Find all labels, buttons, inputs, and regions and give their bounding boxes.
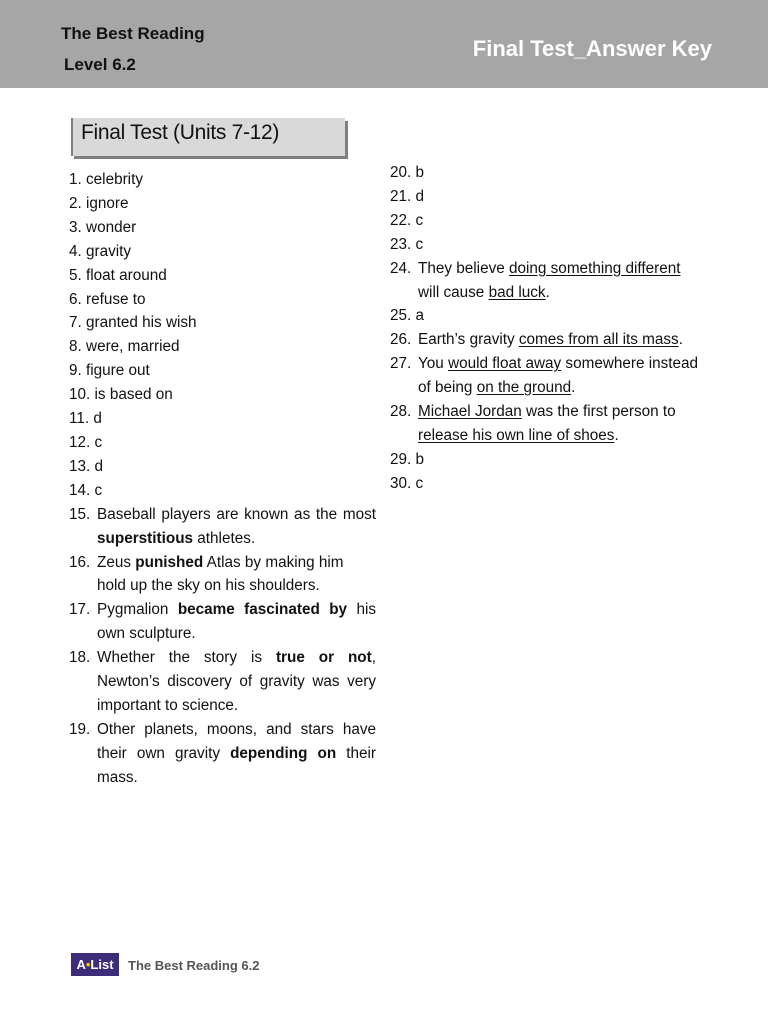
answers-left-column	[69, 168, 376, 790]
answer-number: 2.	[69, 194, 82, 212]
answer-text: d	[415, 187, 425, 205]
answer-item	[69, 288, 376, 312]
answer-text: their mass.	[97, 744, 376, 786]
answer-text: were, married	[86, 338, 180, 356]
answer-item	[69, 335, 376, 359]
answer-text: was the first person to	[521, 403, 676, 421]
answer-item-28	[390, 400, 702, 448]
answer-item	[69, 192, 376, 216]
answer-number: 9.	[69, 362, 82, 380]
section-heading-box	[71, 118, 345, 156]
page-header	[0, 0, 768, 88]
answer-number: 1.	[69, 171, 82, 188]
answer-number: 22.	[390, 211, 412, 229]
answer-item	[69, 455, 376, 479]
answer-bold: depending on	[230, 744, 337, 762]
logo-dot: •	[85, 957, 91, 972]
answer-number: 29.	[390, 450, 412, 468]
answer-text: Atlas by making him hold up the sky on his shoulders.	[97, 553, 344, 595]
answer-number: 30.	[390, 474, 412, 492]
answer-text: athletes.	[193, 529, 256, 547]
answer-text: float around	[86, 266, 167, 284]
answer-item	[69, 240, 376, 264]
answer-number: 14.	[69, 481, 91, 499]
answer-item-16	[69, 551, 376, 599]
answer-text: They believe	[418, 259, 509, 277]
answer-text: gravity	[86, 242, 132, 260]
answer-item	[69, 216, 376, 240]
answer-item	[390, 209, 702, 233]
answer-text: c	[415, 235, 424, 253]
answer-number: 16.	[69, 553, 91, 571]
footer-book-title: The Best Reading 6.2	[128, 958, 260, 973]
answer-underlined: Michael Jordan	[418, 403, 522, 421]
level-label: Level 6.2	[64, 55, 136, 74]
answer-key-title: Final Test_Answer Key	[472, 36, 712, 61]
answer-item-24	[390, 257, 702, 305]
logo-letter: A	[76, 957, 86, 972]
answer-text: Pygmalion	[97, 601, 178, 619]
answer-text: c	[415, 211, 424, 229]
answer-item	[390, 185, 702, 209]
answer-bold: superstitious	[97, 529, 194, 547]
answer-number: 15.	[69, 505, 91, 523]
section-title: Final Test (Units 7-12)	[81, 121, 280, 144]
answer-item	[69, 264, 376, 288]
answer-number: 4.	[69, 242, 82, 260]
answer-item-26	[390, 328, 702, 352]
answer-text: c	[94, 433, 103, 451]
answer-item-17	[69, 598, 376, 646]
answer-item	[69, 383, 376, 407]
answer-text: Zeus	[97, 553, 136, 571]
logo-word: List	[90, 957, 114, 972]
answer-text: d	[93, 410, 102, 428]
answer-underlined: comes from all its mass	[518, 331, 679, 349]
answer-text: figure out	[86, 362, 150, 380]
answer-item	[69, 407, 376, 431]
answer-text: Whether the story is	[97, 649, 276, 667]
answer-text: a	[415, 307, 425, 325]
answer-item-15	[69, 503, 376, 551]
answer-item	[390, 472, 702, 496]
answer-text: .	[614, 426, 619, 444]
answer-bold: true or not	[275, 649, 372, 667]
answer-underlined: would float away	[448, 355, 562, 373]
answer-text: his own sculpture.	[97, 601, 376, 643]
answer-text: celebrity	[86, 171, 143, 188]
answer-text: .	[545, 283, 550, 301]
answer-text: c	[94, 481, 103, 499]
answer-number: 20.	[390, 164, 412, 181]
answer-number: 26.	[390, 331, 412, 349]
answer-item	[69, 311, 376, 335]
answer-bold: punished	[135, 553, 204, 571]
answer-number: 5.	[69, 266, 82, 284]
answers-right-column	[390, 161, 702, 496]
answer-text: Other planets, moons, and stars have their own gravity	[97, 720, 376, 762]
answer-number: 24.	[390, 259, 412, 277]
alist-logo	[71, 953, 119, 976]
answer-text: , Newton’s discovery of gravity was very important to science.	[97, 649, 376, 714]
answer-number: 27.	[390, 355, 412, 373]
answer-text: is based on	[94, 386, 173, 404]
answer-number: 6.	[69, 290, 82, 308]
answer-text: ignore	[86, 194, 129, 212]
answer-underlined: release his own line of shoes	[418, 426, 615, 444]
answer-number: 11.	[69, 410, 90, 428]
answer-number: 8.	[69, 338, 82, 356]
answer-number: 28.	[390, 403, 412, 421]
answer-text: .	[571, 379, 576, 397]
answer-text: b	[415, 450, 425, 468]
answer-underlined: doing something different	[508, 259, 681, 277]
answer-text: Baseball players are known as the most	[97, 505, 376, 523]
answer-item-25	[390, 304, 702, 328]
answer-text: will cause	[418, 283, 489, 301]
answer-text: You	[418, 355, 449, 373]
series-title: The Best Reading	[61, 24, 205, 43]
answer-number: 17.	[69, 601, 91, 619]
answer-number: 25.	[390, 307, 412, 325]
answer-number: 19.	[69, 720, 91, 738]
answer-text: somewhere instead of being	[418, 355, 699, 397]
answer-text: d	[94, 457, 104, 475]
answer-number: 10.	[69, 386, 91, 404]
answer-text: refuse to	[86, 290, 146, 308]
answer-item	[390, 233, 702, 257]
answer-underlined: bad luck	[488, 283, 546, 301]
answer-bold: became fascinated by	[177, 601, 348, 619]
answer-item-18	[69, 646, 376, 718]
answer-text: wonder	[86, 218, 137, 236]
answer-item-19	[69, 718, 376, 790]
answer-item	[69, 359, 376, 383]
answer-number: 18.	[69, 649, 91, 667]
answer-item	[390, 448, 702, 472]
answer-text: granted his wish	[86, 314, 197, 332]
answer-item	[69, 168, 376, 192]
answer-item-27	[390, 352, 702, 400]
answer-number: 23.	[390, 235, 412, 253]
answer-number: 3.	[69, 218, 82, 236]
answer-item	[69, 479, 376, 503]
answer-number: 13.	[69, 457, 91, 475]
answer-item	[390, 161, 702, 185]
answer-number: 12.	[69, 433, 91, 451]
answer-text: b	[415, 164, 425, 181]
answer-number: 7.	[69, 314, 82, 332]
answer-item	[69, 431, 376, 455]
answer-text: .	[678, 331, 683, 349]
answer-text: Earth’s gravity	[418, 331, 519, 349]
answer-underlined: on the ground	[476, 379, 572, 397]
answer-text: c	[415, 474, 424, 492]
answer-number: 21.	[390, 187, 412, 205]
